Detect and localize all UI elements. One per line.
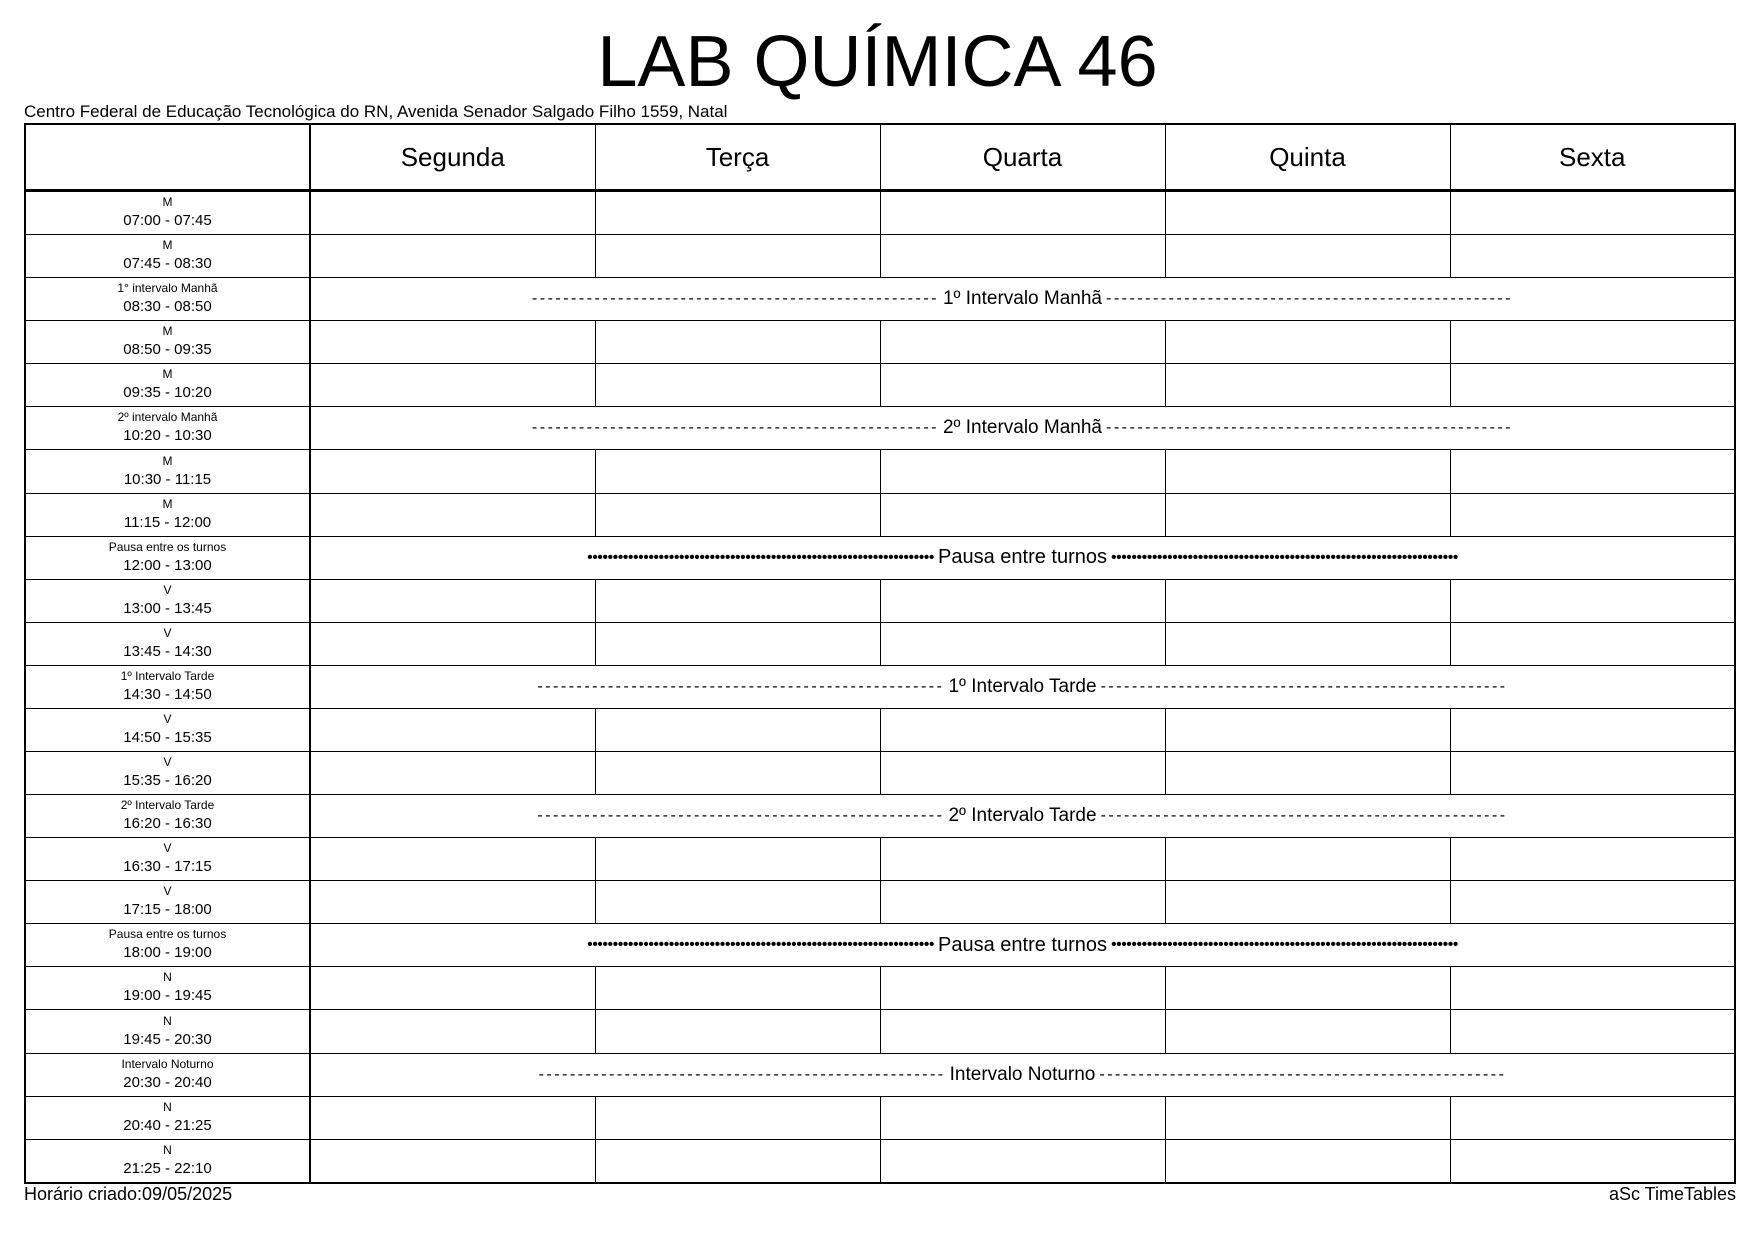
period-label: Pausa entre os turnos <box>108 539 227 554</box>
period-time-cell <box>25 191 310 235</box>
schedule-slot <box>310 364 595 407</box>
period-time-range: 12:00 - 13:00 <box>123 556 212 574</box>
timetable-title: LAB QUÍMICA 46 <box>597 22 1158 102</box>
schedule-slot <box>1450 579 1735 622</box>
period-label: M <box>162 324 173 339</box>
break-label: 2º Intervalo Manhã <box>942 417 1103 439</box>
period-time-cell <box>25 278 310 321</box>
period-time-cell <box>25 536 310 579</box>
period-time-range: 16:30 - 17:15 <box>123 858 212 876</box>
period-time-cell <box>25 708 310 751</box>
period-time-cell <box>25 838 310 881</box>
schedule-slot <box>1165 321 1450 364</box>
break-row <box>25 1053 1735 1096</box>
dot-leader-right: •••••••••••••••••••••••••••••••••••••••••••••••••••••••••••••••••••• <box>1111 548 1458 566</box>
software-brand: aSc TimeTables <box>1608 1184 1736 1204</box>
period-label: 1º Intervalo Tarde <box>120 668 215 683</box>
break-band <box>310 795 1735 838</box>
period-label: M <box>162 195 173 210</box>
schedule-slot <box>880 967 1165 1010</box>
dash-leader-right: ---------------------------------------------------- <box>1099 1065 1507 1083</box>
schedule-slot <box>595 493 880 536</box>
period-row <box>25 881 1735 924</box>
day-header-quinta: Quinta <box>1165 124 1450 191</box>
period-time-cell <box>25 967 310 1010</box>
period-time-range: 15:35 - 16:20 <box>123 772 212 790</box>
schedule-slot <box>595 1010 880 1053</box>
period-label: V <box>163 582 172 597</box>
day-header-quarta: Quarta <box>880 124 1165 191</box>
break-row <box>25 407 1735 450</box>
schedule-slot <box>1450 1010 1735 1053</box>
period-time-range: 07:00 - 07:45 <box>123 212 212 230</box>
schedule-slot <box>1450 838 1735 881</box>
day-header-sexta: Sexta <box>1450 124 1735 191</box>
schedule-slot <box>880 579 1165 622</box>
period-time-cell <box>25 1010 310 1053</box>
dash-leader-right: ---------------------------------------------------- <box>1106 290 1514 308</box>
schedule-slot <box>595 1096 880 1139</box>
schedule-slot <box>1450 622 1735 665</box>
schedule-slot <box>1450 967 1735 1010</box>
schedule-slot <box>880 752 1165 795</box>
schedule-slot <box>310 622 595 665</box>
day-header-row <box>25 124 1735 191</box>
period-time-cell <box>25 1053 310 1096</box>
period-time-range: 20:30 - 20:40 <box>123 1073 212 1091</box>
schedule-slot <box>310 838 595 881</box>
period-time-range: 21:25 - 22:10 <box>123 1159 212 1177</box>
schedule-slot <box>1165 364 1450 407</box>
break-label: 1º Intervalo Manhã <box>942 288 1103 310</box>
schedule-slot <box>595 838 880 881</box>
schedule-slot <box>1165 752 1450 795</box>
schedule-slot <box>310 1139 595 1183</box>
period-row <box>25 1010 1735 1053</box>
schedule-slot <box>310 450 595 493</box>
break-row <box>25 795 1735 838</box>
schedule-slot <box>880 450 1165 493</box>
schedule-slot <box>1165 1139 1450 1183</box>
schedule-slot <box>310 321 595 364</box>
schedule-slot <box>1450 450 1735 493</box>
schedule-slot <box>1165 493 1450 536</box>
period-time-range: 07:45 - 08:30 <box>123 255 212 273</box>
period-label: M <box>162 367 173 382</box>
schedule-slot <box>1165 708 1450 751</box>
dash-leader-left: ---------------------------------------------------- <box>537 677 945 695</box>
schedule-slot <box>1450 881 1735 924</box>
school-address: Centro Federal de Educação Tecnológica do RN, Avenida Senador Salgado Filho 1559, Natal <box>24 102 728 121</box>
schedule-slot <box>595 364 880 407</box>
period-time-cell <box>25 364 310 407</box>
period-time-cell <box>25 665 310 708</box>
schedule-slot <box>880 1096 1165 1139</box>
schedule-slot <box>880 708 1165 751</box>
schedule-slot <box>595 881 880 924</box>
period-label: V <box>163 711 172 726</box>
period-label: V <box>163 625 172 640</box>
period-time-range: 18:00 - 19:00 <box>123 944 212 962</box>
dash-leader-left: ---------------------------------------------------- <box>537 807 945 825</box>
schedule-slot <box>880 1010 1165 1053</box>
dash-leader-left: ---------------------------------------------------- <box>531 419 939 437</box>
period-time-range: 08:30 - 08:50 <box>123 298 212 316</box>
break-band <box>310 1053 1735 1096</box>
period-time-range: 10:30 - 11:15 <box>123 470 212 488</box>
schedule-slot <box>595 450 880 493</box>
schedule-slot <box>1165 235 1450 278</box>
period-label: M <box>162 453 173 468</box>
period-time-cell <box>25 622 310 665</box>
schedule-slot <box>1450 1139 1735 1183</box>
timetable-grid <box>24 123 1736 1184</box>
schedule-slot <box>595 967 880 1010</box>
period-label: N <box>163 1142 172 1157</box>
corner-cell <box>25 124 310 191</box>
schedule-slot <box>1450 1096 1735 1139</box>
schedule-slot <box>880 838 1165 881</box>
schedule-slot <box>595 579 880 622</box>
period-row <box>25 1096 1735 1139</box>
schedule-slot <box>310 493 595 536</box>
period-time-range: 13:00 - 13:45 <box>123 599 212 617</box>
break-label: Pausa entre turnos <box>938 546 1107 569</box>
schedule-slot <box>310 235 595 278</box>
dash-leader-left: ---------------------------------------------------- <box>531 290 939 308</box>
period-label: V <box>163 755 172 770</box>
break-band <box>310 278 1735 321</box>
schedule-slot <box>1165 1010 1450 1053</box>
schedule-slot <box>880 321 1165 364</box>
dash-leader-left: ---------------------------------------------------- <box>538 1065 946 1083</box>
period-label: M <box>162 238 173 253</box>
schedule-slot <box>880 191 1165 235</box>
break-band <box>310 536 1735 579</box>
period-label: 1° intervalo Manhã <box>117 281 218 296</box>
schedule-slot <box>1450 235 1735 278</box>
period-time-range: 14:50 - 15:35 <box>123 728 212 746</box>
schedule-slot <box>310 191 595 235</box>
period-label: Intervalo Noturno <box>121 1056 214 1071</box>
schedule-slot <box>1165 191 1450 235</box>
period-time-cell <box>25 881 310 924</box>
schedule-slot <box>1450 321 1735 364</box>
schedule-slot <box>1450 752 1735 795</box>
break-row <box>25 924 1735 967</box>
schedule-slot <box>880 364 1165 407</box>
schedule-slot <box>880 493 1165 536</box>
schedule-slot <box>1450 191 1735 235</box>
day-header-terca: Terça <box>595 124 880 191</box>
break-row <box>25 665 1735 708</box>
period-time-cell <box>25 321 310 364</box>
period-row <box>25 708 1735 751</box>
dot-leader-left: •••••••••••••••••••••••••••••••••••••••••••••••••••••••••••••••••••• <box>587 936 934 954</box>
period-time-cell <box>25 924 310 967</box>
schedule-slot <box>880 235 1165 278</box>
period-time-cell <box>25 235 310 278</box>
period-row <box>25 191 1735 235</box>
period-time-range: 16:20 - 16:30 <box>123 815 212 833</box>
period-label: N <box>163 970 172 985</box>
schedule-slot <box>310 1096 595 1139</box>
schedule-slot <box>1165 450 1450 493</box>
schedule-slot <box>310 708 595 751</box>
dot-leader-left: •••••••••••••••••••••••••••••••••••••••••••••••••••••••••••••••••••• <box>587 548 934 566</box>
period-row <box>25 235 1735 278</box>
schedule-slot <box>880 1139 1165 1183</box>
period-time-cell <box>25 450 310 493</box>
schedule-slot <box>1450 364 1735 407</box>
schedule-slot <box>595 622 880 665</box>
break-band <box>310 924 1735 967</box>
dash-leader-right: ---------------------------------------------------- <box>1100 677 1508 695</box>
period-time-range: 11:15 - 12:00 <box>123 513 212 531</box>
period-label: N <box>163 1013 172 1028</box>
schedule-slot <box>595 708 880 751</box>
period-label: 2º intervalo Manhã <box>117 410 218 425</box>
period-label: V <box>163 884 172 899</box>
period-row <box>25 493 1735 536</box>
period-time-range: 09:35 - 10:20 <box>123 384 212 402</box>
schedule-slot <box>1165 838 1450 881</box>
period-row <box>25 752 1735 795</box>
schedule-slot <box>595 235 880 278</box>
schedule-slot <box>595 321 880 364</box>
schedule-slot <box>310 752 595 795</box>
schedule-slot <box>880 622 1165 665</box>
period-time-range: 14:30 - 14:50 <box>123 685 212 703</box>
break-label: Intervalo Noturno <box>949 1063 1096 1085</box>
schedule-slot <box>1165 579 1450 622</box>
schedule-slot <box>1165 967 1450 1010</box>
break-label: 2º Intervalo Tarde <box>948 805 1097 827</box>
period-time-range: 08:50 - 09:35 <box>123 341 212 359</box>
created-date: Horário criado:09/05/2025 <box>24 1184 233 1204</box>
period-label: V <box>163 841 172 856</box>
day-header-segunda: Segunda <box>310 124 595 191</box>
dash-leader-right: ---------------------------------------------------- <box>1100 807 1508 825</box>
period-row <box>25 364 1735 407</box>
schedule-slot <box>595 1139 880 1183</box>
period-time-cell <box>25 493 310 536</box>
period-time-cell <box>25 407 310 450</box>
schedule-slot <box>310 881 595 924</box>
schedule-slot <box>310 579 595 622</box>
period-row <box>25 450 1735 493</box>
schedule-slot <box>1450 708 1735 751</box>
break-row <box>25 536 1735 579</box>
period-label: M <box>162 496 173 511</box>
period-time-range: 17:15 - 18:00 <box>123 901 212 919</box>
period-time-range: 10:20 - 10:30 <box>123 427 212 445</box>
period-time-range: 19:00 - 19:45 <box>123 987 212 1005</box>
period-time-cell <box>25 752 310 795</box>
period-time-cell <box>25 579 310 622</box>
period-row <box>25 622 1735 665</box>
break-band <box>310 407 1735 450</box>
schedule-slot <box>595 191 880 235</box>
break-row <box>25 278 1735 321</box>
break-band <box>310 665 1735 708</box>
period-row <box>25 1139 1735 1183</box>
schedule-slot <box>1450 493 1735 536</box>
break-label: Pausa entre turnos <box>938 933 1107 956</box>
schedule-slot <box>880 881 1165 924</box>
break-label: 1º Intervalo Tarde <box>948 675 1097 697</box>
schedule-slot <box>595 752 880 795</box>
schedule-slot <box>1165 622 1450 665</box>
dash-leader-right: ---------------------------------------------------- <box>1106 419 1514 437</box>
period-time-cell <box>25 1096 310 1139</box>
period-label: N <box>163 1099 172 1114</box>
period-time-range: 13:45 - 14:30 <box>123 642 212 660</box>
schedule-slot <box>1165 881 1450 924</box>
schedule-slot <box>310 967 595 1010</box>
period-time-cell <box>25 795 310 838</box>
period-time-range: 20:40 - 21:25 <box>123 1116 212 1134</box>
period-label: 2º Intervalo Tarde <box>120 798 215 813</box>
dot-leader-right: •••••••••••••••••••••••••••••••••••••••••••••••••••••••••••••••••••• <box>1111 936 1458 954</box>
period-time-range: 19:45 - 20:30 <box>123 1030 212 1048</box>
period-row <box>25 579 1735 622</box>
period-row <box>25 321 1735 364</box>
schedule-slot <box>310 1010 595 1053</box>
period-time-cell <box>25 1139 310 1183</box>
period-row <box>25 967 1735 1010</box>
period-label: Pausa entre os turnos <box>108 927 227 942</box>
schedule-slot <box>1165 1096 1450 1139</box>
timetable-body <box>25 191 1735 1184</box>
period-row <box>25 838 1735 881</box>
